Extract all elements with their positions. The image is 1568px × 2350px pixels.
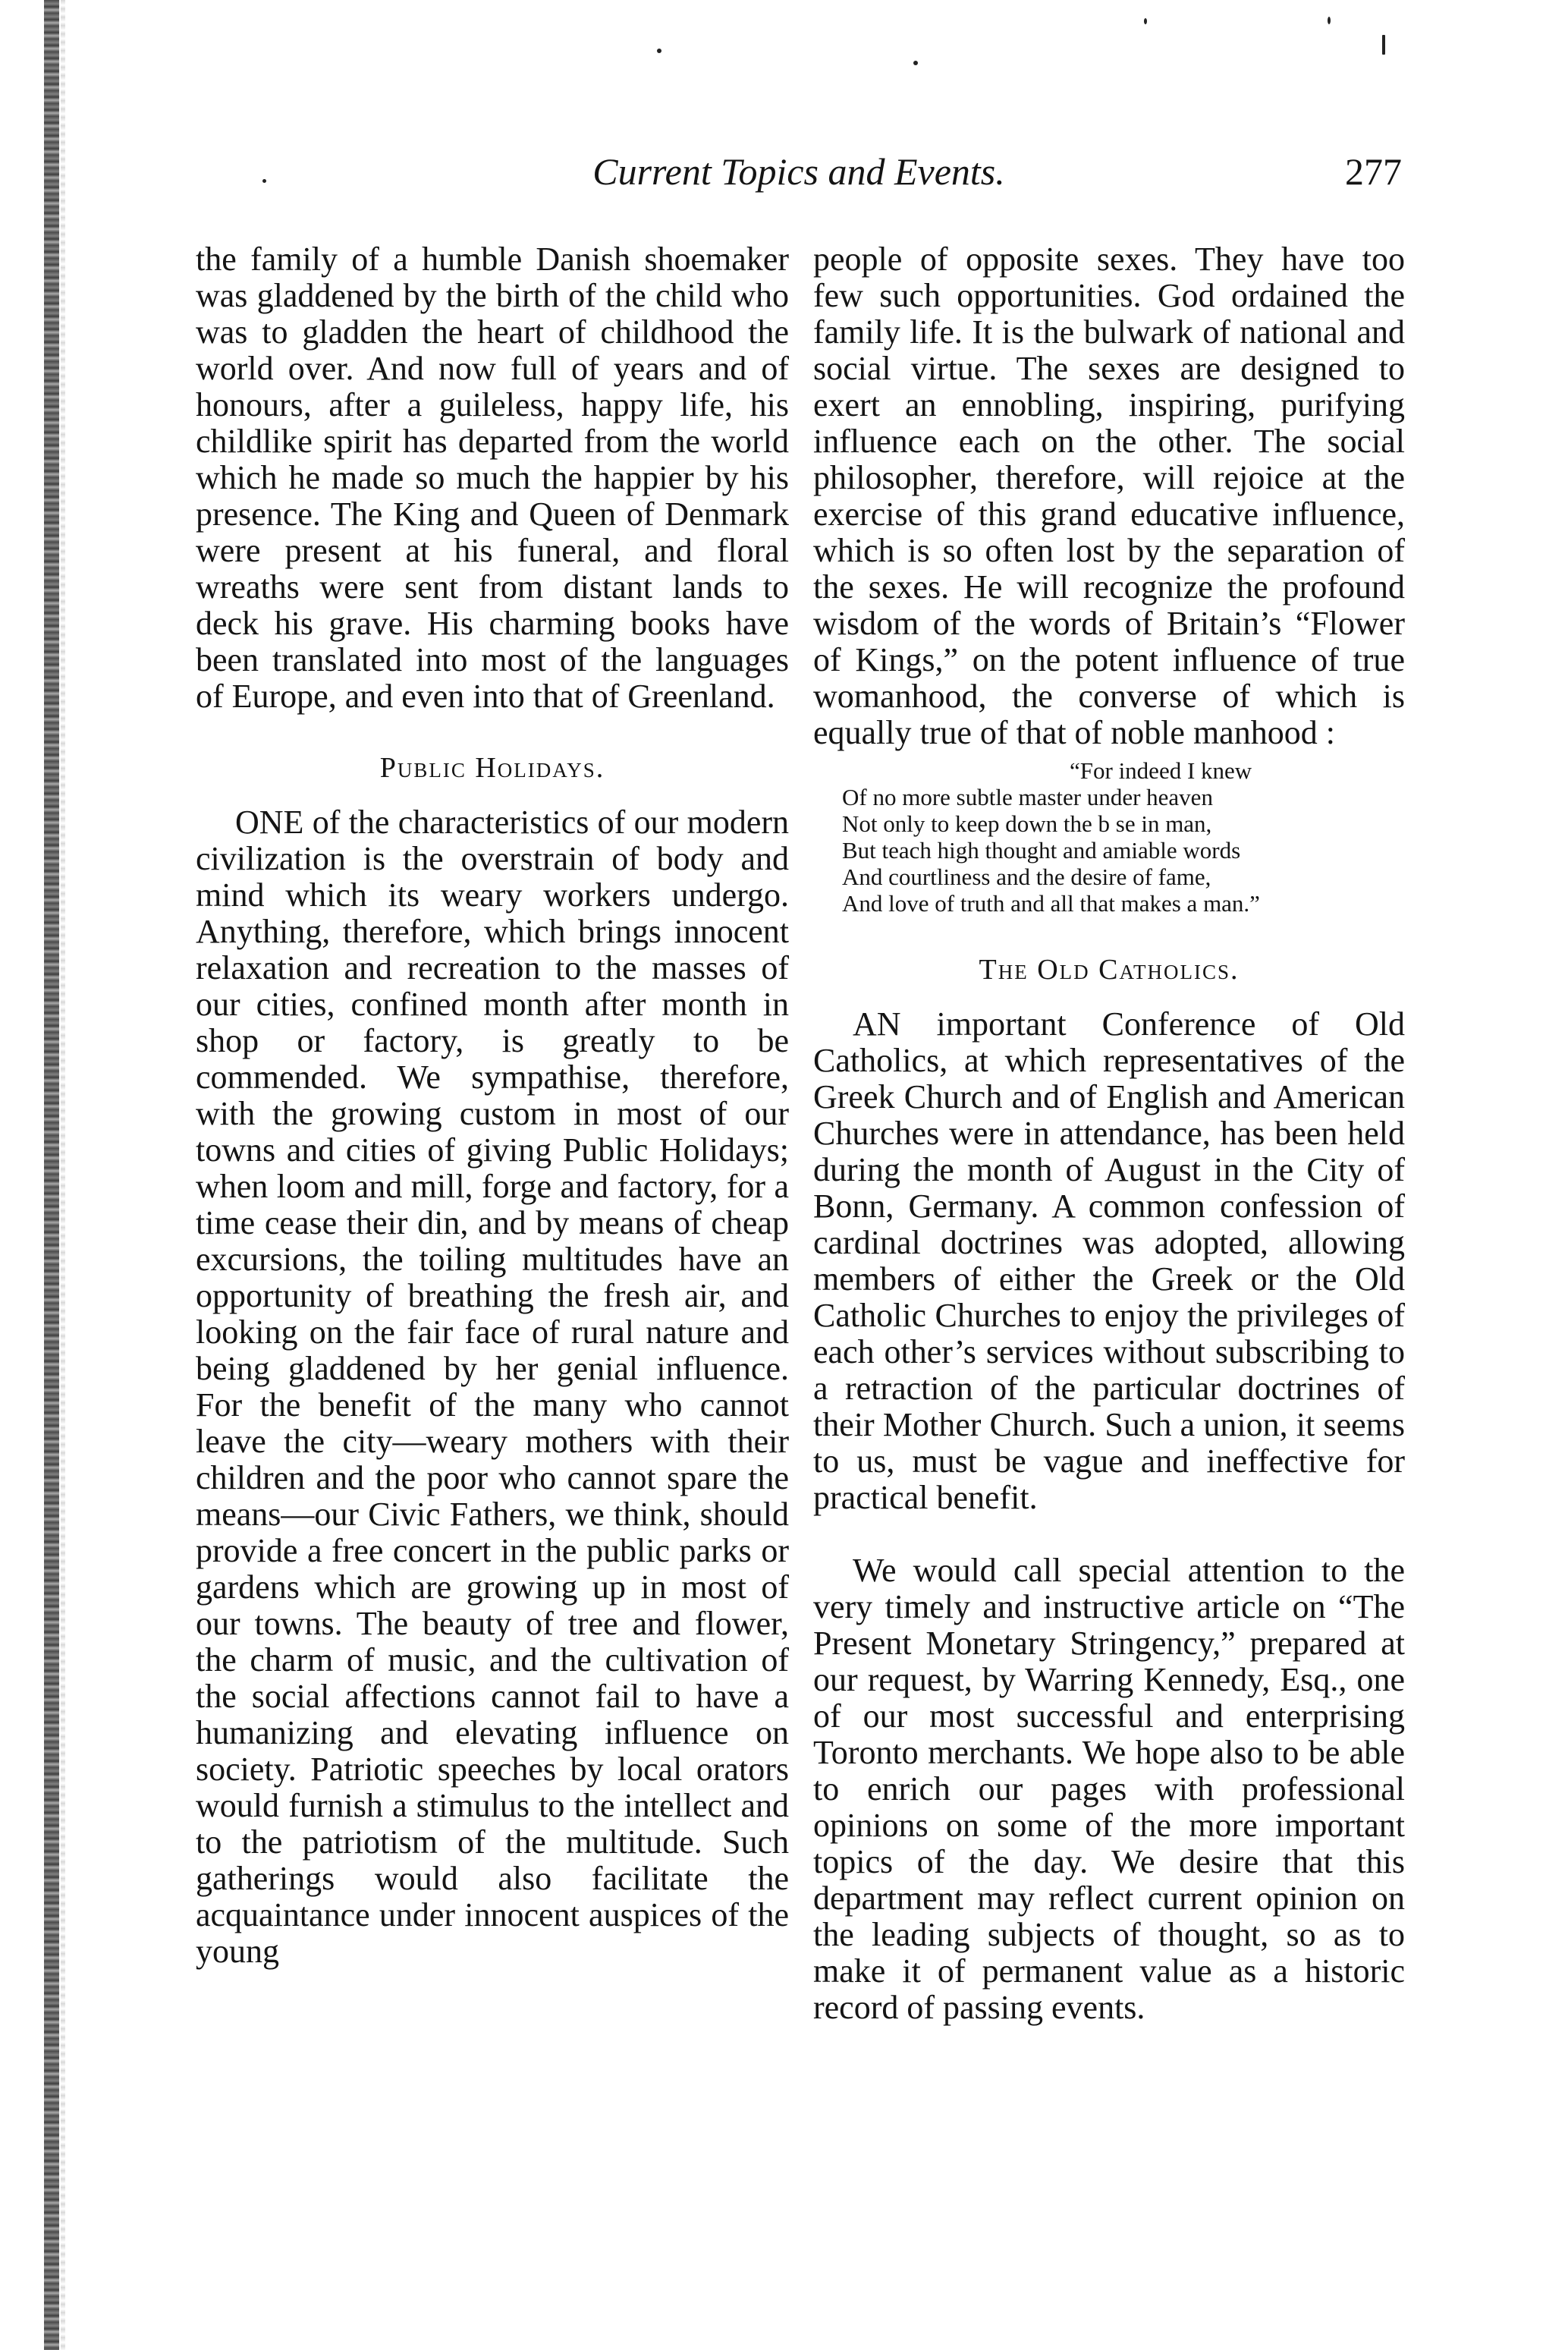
- book-binding-edge: [44, 0, 59, 2350]
- verse-line: Of no more subtle master under heaven: [842, 784, 1213, 810]
- verse-line: And love of truth and all that makes a man.”: [842, 890, 1260, 917]
- scan-speck: [1144, 18, 1147, 24]
- verse-quotation: [842, 757, 1405, 917]
- scan-speck: [657, 49, 661, 53]
- gutter-shadow: [61, 0, 65, 2350]
- continued-paragraph: people of opposite sexes. They have too few such opportunities. God ordained the family life. It is the bulwark of national and social virtue. The sexes are designed to exert an ennobling, inspiring, purifying influence each on the other. The social philosopher, therefore, will rejoice at the exercise of this grand educative influence, which is so often lost by the separation of the sexes. He will recognize the profound wisdom of the words of Britain’s “Flower of Kings,” on the potent influence of true womanhood, the converse of which is equally true of that of noble manhood :: [813, 241, 1405, 751]
- right-column: [813, 241, 1405, 2026]
- verse-line: “For indeed I knew: [1070, 757, 1252, 784]
- verse-line: Not only to keep down the b se in man,: [842, 810, 1212, 837]
- verse-line: And courtliness and the desire of fame,: [842, 864, 1211, 890]
- editorial-note-paragraph: We would call special attention to the very timely and instructive article on “The Present Monetary Stringency,” prepared at our request, by Warring Kennedy, Esq., one of our most successful and enterprising Toronto merchants. We hope also to be able to enrich our pages with professional opinions on some of the more important topics of the day. We desire that this department may reflect current opinion on the leading subjects of thought, so as to make it of permanent value as a historic record of passing events.: [813, 1552, 1405, 2026]
- page-number: 277: [1345, 150, 1402, 193]
- running-title: Current Topics and Events.: [592, 150, 1005, 193]
- scan-speck: [1328, 17, 1331, 24]
- running-head: [196, 149, 1402, 202]
- section-heading-old-catholics: The Old Catholics.: [979, 954, 1240, 986]
- public-holidays-paragraph: ONE of the characteristics of our modern civilization is the overstrain of body and mind which its weary workers undergo. Anything, therefore, which brings innocent relaxation and recreation to the masses of our cities, confined month after month in shop or factory, is greatly to be commended. We sympathise, therefore, with the growing custom in most of our towns and cities of giving Public Holidays; when loom and mill, forge and factory, for a time cease their din, and by means of cheap excursions, the toiling multitudes have an opportunity of breathing the fresh air, and looking on the fair face of rural nature and being gladdened by her genial influence. For the benefit of the many who cannot leave the city—weary mothers with their children and the poor who cannot spare the means—our Civic Fathers, we think, should provide a free concert in the public parks or gardens which are growing up in most of our towns. The beauty of tree and flower, the charm of music, and the cultivation of the social affections cannot fail to have a humanizing and elevating influence on society. Patriotic speeches by local orators would furnish a stimulus to the intellect and to the patriotism of the multitude. Such gatherings would also facilitate the acquaintance under innocent auspices of the young: [196, 804, 789, 1970]
- andersen-paragraph: the family of a humble Danish shoemaker was gladdened by the birth of the child who was to gladden the heart of childhood the world over. And now full of years and of honours, after a guileless, happy life, his childlike spirit has departed from the world which he made so much the happier by his presence. The King and Queen of Denmark were present at his funeral, and floral wreaths were sent from distant lands to deck his grave. His charming books have been translated into most of the languages of Europe, and even into that of Greenland.: [196, 241, 789, 715]
- old-catholics-paragraph: AN important Conference of Old Catholics, at which representatives of the Greek Church and of English and American Churches were in attendance, has been held during the month of August in the City of Bonn, Germany. A common confession of cardinal doctrines was adopted, allowing members of either the Greek or the Old Catholic Churches to enjoy the privileges of each other’s services without subscribing to a retraction of the particular doctrines of their Mother Church. Such a union, it seems to us, must be vague and ineffective for practical benefit.: [813, 1005, 1405, 1516]
- section-heading-public-holidays: Public Holidays.: [379, 752, 605, 784]
- scan-speck: [913, 61, 918, 65]
- left-column: [196, 241, 789, 1970]
- verse-line: But teach high thought and amiable words: [842, 837, 1241, 864]
- scan-speck: [1382, 35, 1385, 55]
